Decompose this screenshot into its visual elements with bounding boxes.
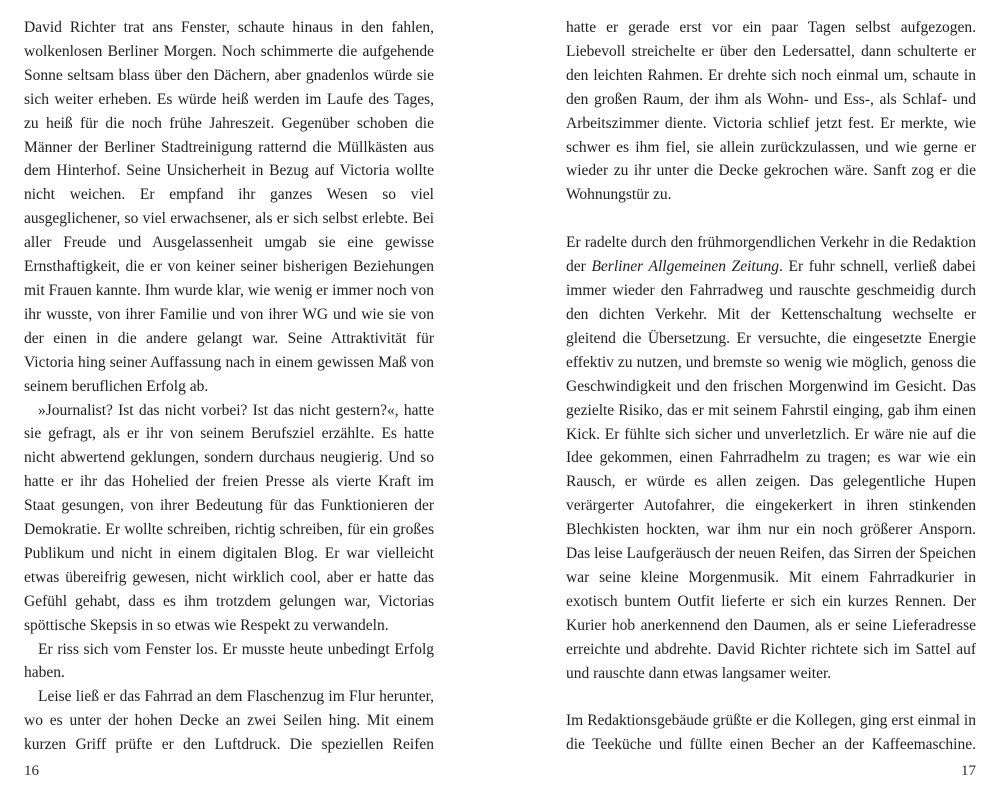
- left-paragraph-3: Er riss sich vom Fenster los. Er musste heute unbedingt Erfolg haben.: [24, 640, 434, 682]
- left-page-text: [24, 16, 434, 757]
- right-paragraph-2-text-start: Er radelte durch den frühmorgendlichen Verkehr in die Redaktion der: [566, 234, 976, 276]
- left-paragraph-2: »Journalist? Ist das nicht vorbei? Ist das nicht gestern?«, hatte sie gefragt, als er ihr von seinem Berufsziel erzählte. Es hatte nicht abwertend geklungen, sondern durchaus neugierig. Und so hatte er ihr das Hohelied der freien Presse als vierte Kraft im Staat gesungen, von ihrer Bedeutung für das Funktionieren der Demokratie. Er wollte schreiben, richtig schreiben, für ein großes Publikum und nicht in einem digitalen Blog. Er war vielleicht etwas übereifrig gewesen, nicht wirklich cool, aber er hatte das Gefühl gehabt, dass es ihm trotzdem gelungen war, Victorias spöttische Skepsis in so etwas wie Respekt zu verwandeln.: [24, 401, 434, 634]
- right-paragraph-1: hatte er gerade erst vor ein paar Tagen selbst aufgezogen. Liebevoll streichelte er über den Ledersattel, dann schulterte er den leichten Rahmen. Er drehte sich noch einmal um, schaute in den großen Raum, der ihm als Wohn- und Ess-, als Schlaf- und Arbeitszimmer diente. Victoria schlief jetzt fest. Er merkte, wie schwer es ihm fiel, sie allein zurückzulassen, und wie gerne er wieder zu ihr unter die Decke gekrochen wäre. Sanft zog er die Wohnungstür zu.: [566, 19, 976, 204]
- right-page: [566, 4, 976, 794]
- right-paragraph-2-text-end: . Er fuhr schnell, verließ dabei immer wieder den Fahrradweg und rauschte geschmeidig durch den dichten Verkehr. Mit der Kettenschaltung wechselte er gleitend die Übersetzung. Er versuchte, die eingesetzte Energie effektiv zu nutzen, und bremste so wenig wie möglich, genoss die Geschwindigkeit und den frischen Morgenwind im Gesicht. Das gezielte Risiko, das er mit seinem Fahrstil einging, gab ihm einen Kick. Er fühlte sich sicher und unverletzlich. Er wäre nie auf die Idee gekommen, einen Fahrradhelm zu tragen; es war wie ein Rausch, er würde es allen zeigen. Das gelegentliche Hupen verärgerter Autofahrer, die eingekerkert in ihren stinkenden Blechkisten hockten, war ihm nur ein noch größerer Ansporn. Das leise Laufgeräusch der neuen Reifen, das Sirren der Speichen war seine kleine Morgenmusik. Mit einem Fahrradkurier in exotisch buntem Outfit lieferte er sich ein kurzes Rennen. Der Kurier hob anerkennend den Daumen, als er seine Lieferadresse erreichte und abdrehte. David Richter richtete sich im Sattel auf und rauschte dann etwas langsamer weiter.: [566, 258, 976, 682]
- left-page: [24, 4, 434, 794]
- right-paragraph-3: Im Redaktionsgebäude grüßte er die Kollegen, ging erst einmal in die Teeküche und füllte einen Becher an der Kaffeemaschine.: [566, 712, 976, 754]
- newspaper-title: Berliner Allgemeinen Zeitung: [591, 258, 779, 276]
- left-paragraph-4: Leise ließ er das Fahrrad an dem Flaschenzug im Flur herunter, wo es unter der hohen Decke an zwei Seilen hing. Mit einem kurzen Griff prüfte er den Luftdruck. Die speziellen Reifen: [24, 688, 434, 754]
- left-paragraph-1: David Richter trat ans Fenster, schaute hinaus in den fahlen, wolkenlosen Berliner Morgen. Noch schimmerte die aufgehende Sonne seltsam blass über den Dächern, aber gnadenlos würde sie sich weiter erheben. Es würde heiß werden im Laufe des Tages, zu heiß für die noch frühe Jahreszeit. Gegenüber schoben die Männer der Berliner Stadtreinigung ratternd die Müllkästen aus dem Hinterhof. Seine Unsicherheit in Bezug auf Victoria wollte nicht weichen. Er empfand ihr ganzes Wesen so viel ausgeglichener, so viel erwachsener, als er sich selbst erlebte. Bei aller Freude und Ausgelassenheit umgab sie eine gewisse Ernsthaftigkeit, die er von keiner seiner bisherigen Beziehungen mit Frauen kannte. Ihm wurde klar, wie wenig er immer noch von ihr wusste, von ihrer Familie und von ihrer WG und wie sie von der einen in die andere gelangt war. Seine Attraktivität für Victoria hing seiner Auffassung nach in einem gewissen Maß von seinem beruflichen Erfolg ab.: [24, 19, 434, 395]
- page-number-left: 16: [24, 763, 39, 779]
- right-page-text: [566, 16, 976, 757]
- right-paragraph-2: [566, 231, 976, 685]
- page-number-right: 17: [961, 763, 976, 779]
